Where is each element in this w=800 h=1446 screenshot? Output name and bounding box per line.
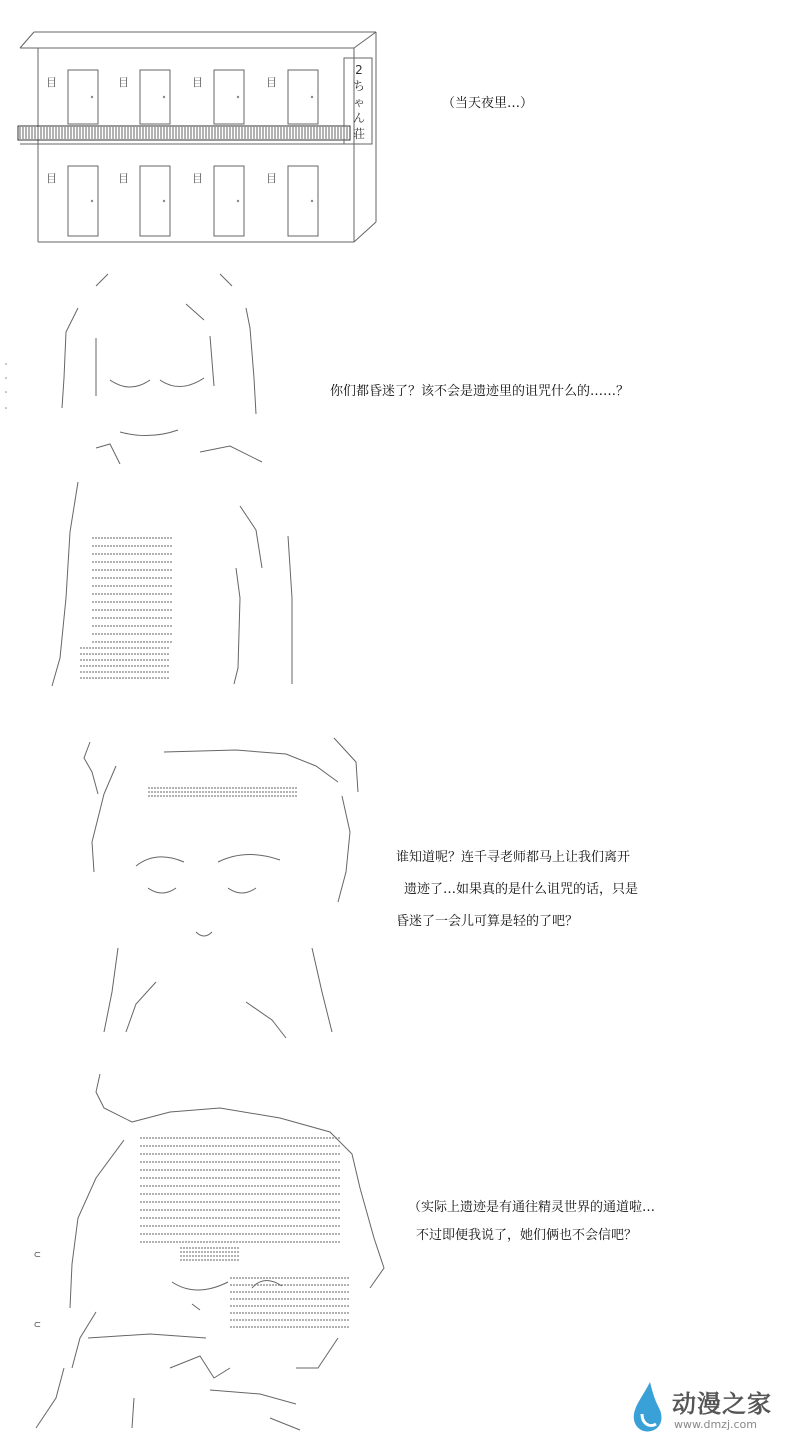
drop-logo-icon bbox=[628, 1380, 668, 1436]
window-mark: 目 bbox=[118, 172, 129, 185]
girl-smiling-art bbox=[76, 732, 372, 1042]
caption-night bbox=[442, 88, 533, 120]
window-mark: 目 bbox=[118, 76, 129, 89]
caption-line: 谁知道呢？连千寻老师都马上让我们离开 bbox=[396, 850, 631, 865]
building-sign bbox=[348, 62, 370, 142]
door bbox=[68, 166, 98, 236]
door bbox=[140, 166, 170, 236]
watermark-title: 动漫之家 bbox=[672, 1390, 772, 1418]
door-knob bbox=[237, 200, 239, 202]
door bbox=[288, 70, 318, 124]
sign-char: ち bbox=[352, 79, 365, 93]
side-dot bbox=[5, 407, 7, 409]
door bbox=[214, 70, 244, 124]
caption-line: （实际上遗迹是有通往精灵世界的通道啦… bbox=[408, 1200, 656, 1215]
side-dot bbox=[5, 377, 7, 379]
door-knob bbox=[237, 96, 239, 98]
door-knob bbox=[163, 96, 165, 98]
caption-line: 昏迷了一会儿可算是轻的了吧？ bbox=[396, 914, 579, 929]
caption-line: 遗迹了…如果真的是什么诅咒的话，只是 bbox=[404, 882, 639, 897]
door-knob bbox=[91, 200, 93, 202]
door-knob bbox=[163, 200, 165, 202]
svg-text:⊂: ⊂ bbox=[34, 1248, 41, 1261]
side-dot bbox=[5, 391, 7, 393]
window-mark: 目 bbox=[46, 76, 57, 89]
caption-inner-thought bbox=[408, 1192, 655, 1252]
sign-char: ゃ bbox=[352, 95, 365, 109]
door bbox=[288, 166, 318, 236]
caption-question bbox=[330, 376, 629, 408]
door-knob bbox=[311, 200, 313, 202]
window-mark: 目 bbox=[192, 172, 203, 185]
door-knob bbox=[91, 96, 93, 98]
caption-line: 你们都昏迷了？该不会是遗迹里的诅咒什么的……？ bbox=[330, 384, 630, 399]
sign-char: 2 bbox=[355, 63, 363, 77]
apartment-building-art bbox=[14, 26, 384, 248]
window-mark: 目 bbox=[266, 172, 277, 185]
svg-text:⊂: ⊂ bbox=[34, 1318, 41, 1331]
girl-sleeping-art bbox=[0, 268, 310, 692]
door bbox=[214, 166, 244, 236]
site-watermark bbox=[628, 1380, 788, 1440]
side-dot bbox=[5, 363, 7, 365]
watermark-url: www.dmzj.com bbox=[674, 1418, 757, 1431]
door bbox=[68, 70, 98, 124]
door-knob bbox=[311, 96, 313, 98]
girl-thinking-art bbox=[0, 1068, 400, 1444]
sign-char: 荘 bbox=[352, 127, 365, 141]
window-mark: 目 bbox=[192, 76, 203, 89]
caption-line: 不过即便我说了，她们俩也不会信吧？ bbox=[416, 1228, 638, 1243]
sign-char: ん bbox=[352, 111, 365, 125]
window-mark: 目 bbox=[266, 76, 277, 89]
caption-reply bbox=[396, 842, 638, 938]
window-mark: 目 bbox=[46, 172, 57, 185]
caption-line: （当天夜里…） bbox=[442, 96, 534, 111]
door bbox=[140, 70, 170, 124]
